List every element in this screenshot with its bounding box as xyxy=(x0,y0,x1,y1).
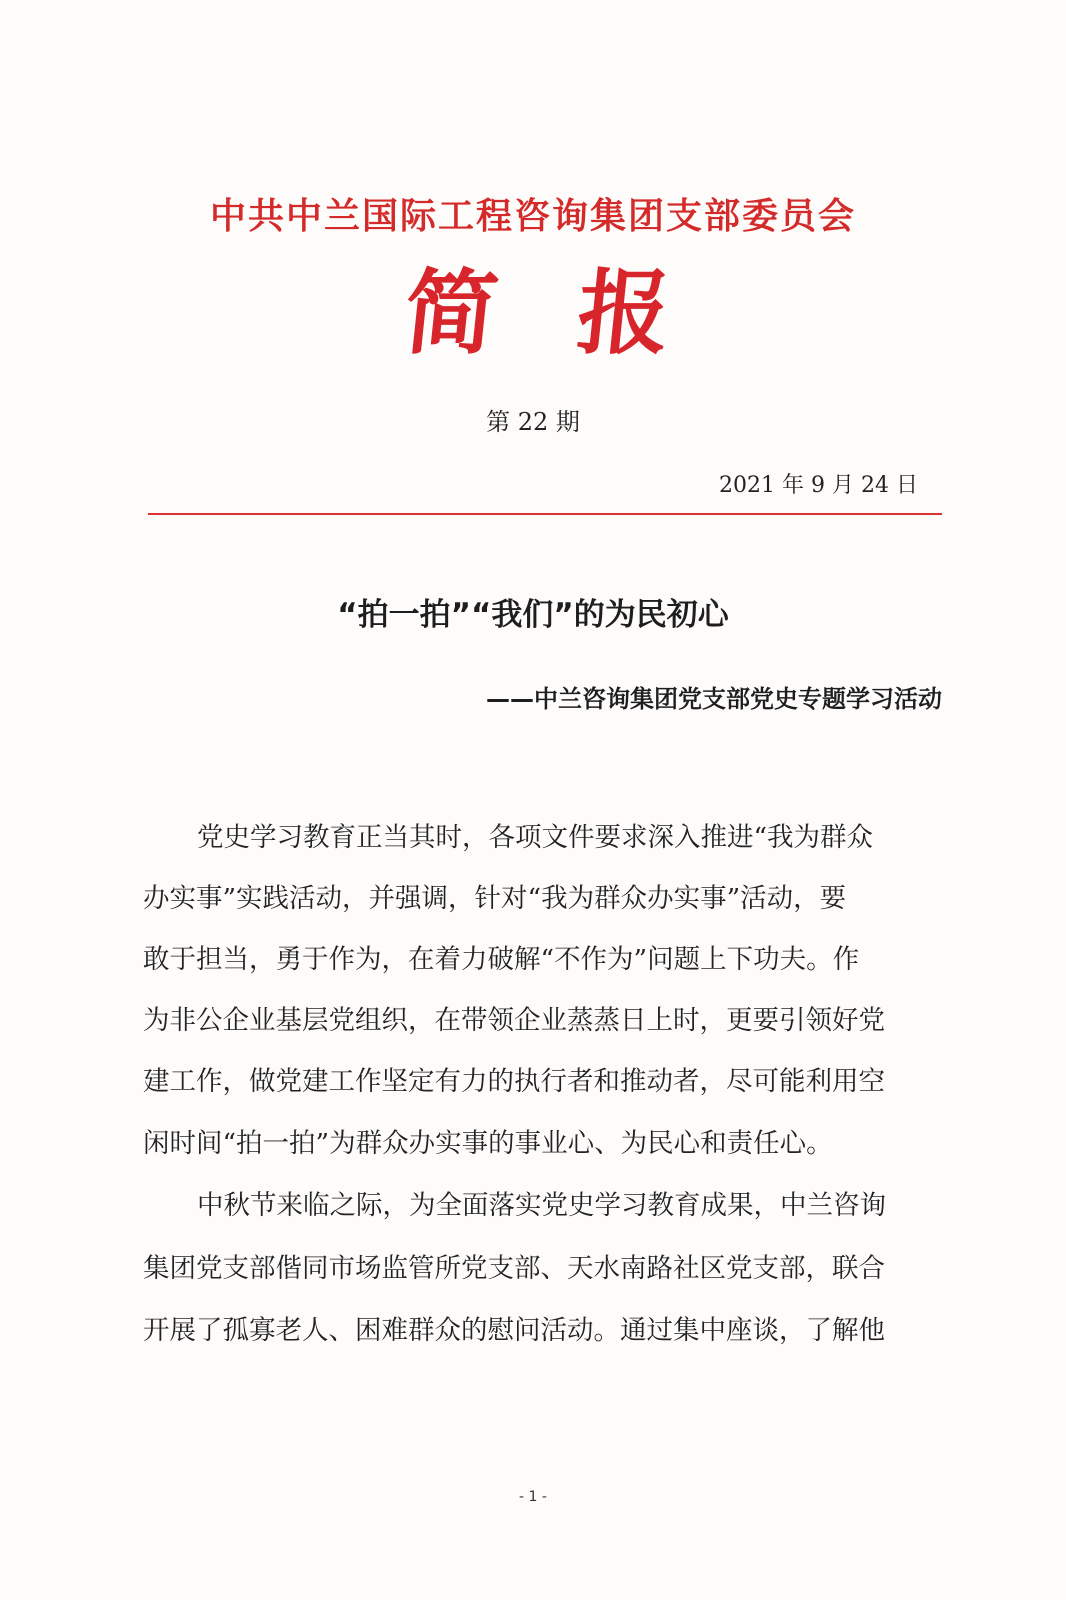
body-line: 敢于担当，勇于作为，在着力破解“不作为”问题上下功夫。作 xyxy=(143,944,860,975)
article-subtitle: ——中兰咨询集团党支部党史专题学习活动 xyxy=(486,685,942,713)
header-divider xyxy=(148,513,942,515)
body-line: 闲时间“拍一拍”为群众办实事的事业心、为民心和责任心。 xyxy=(143,1128,833,1159)
body-line: 党史学习教育正当其时，各项文件要求深入推进“我为群众 xyxy=(197,822,874,853)
article-title: “拍一拍”“我们”的为民初心 xyxy=(337,597,729,633)
bulletin-title-char-1: 简 xyxy=(399,259,503,367)
body-line: 集团党支部偕同市场监管所党支部、天水南路社区党支部，联合 xyxy=(143,1253,885,1284)
body-line: 开展了孤寡老人、困难群众的慰问活动。通过集中座谈，了解他 xyxy=(143,1315,885,1346)
bulletin-title-char-2: 报 xyxy=(572,259,676,367)
body-line: 中秋节来临之际，为全面落实党史学习教育成果，中兰咨询 xyxy=(197,1190,886,1221)
issue-date: 2021 年 9 月 24 日 xyxy=(719,473,918,498)
body-line: 为非公企业基层党组织，在带领企业蒸蒸日上时，更要引领好党 xyxy=(143,1005,885,1036)
page-number: - 1 - xyxy=(519,1489,547,1505)
body-line: 办实事”实践活动，并强调，针对“我为群众办实事”活动，要 xyxy=(143,883,847,914)
body-line: 建工作，做党建工作坚定有力的执行者和推动者，尽可能利用空 xyxy=(143,1066,885,1097)
organization-title: 中共中兰国际工程咨询集团支部委员会 xyxy=(209,196,856,237)
issue-number: 第 22 期 xyxy=(486,408,580,436)
